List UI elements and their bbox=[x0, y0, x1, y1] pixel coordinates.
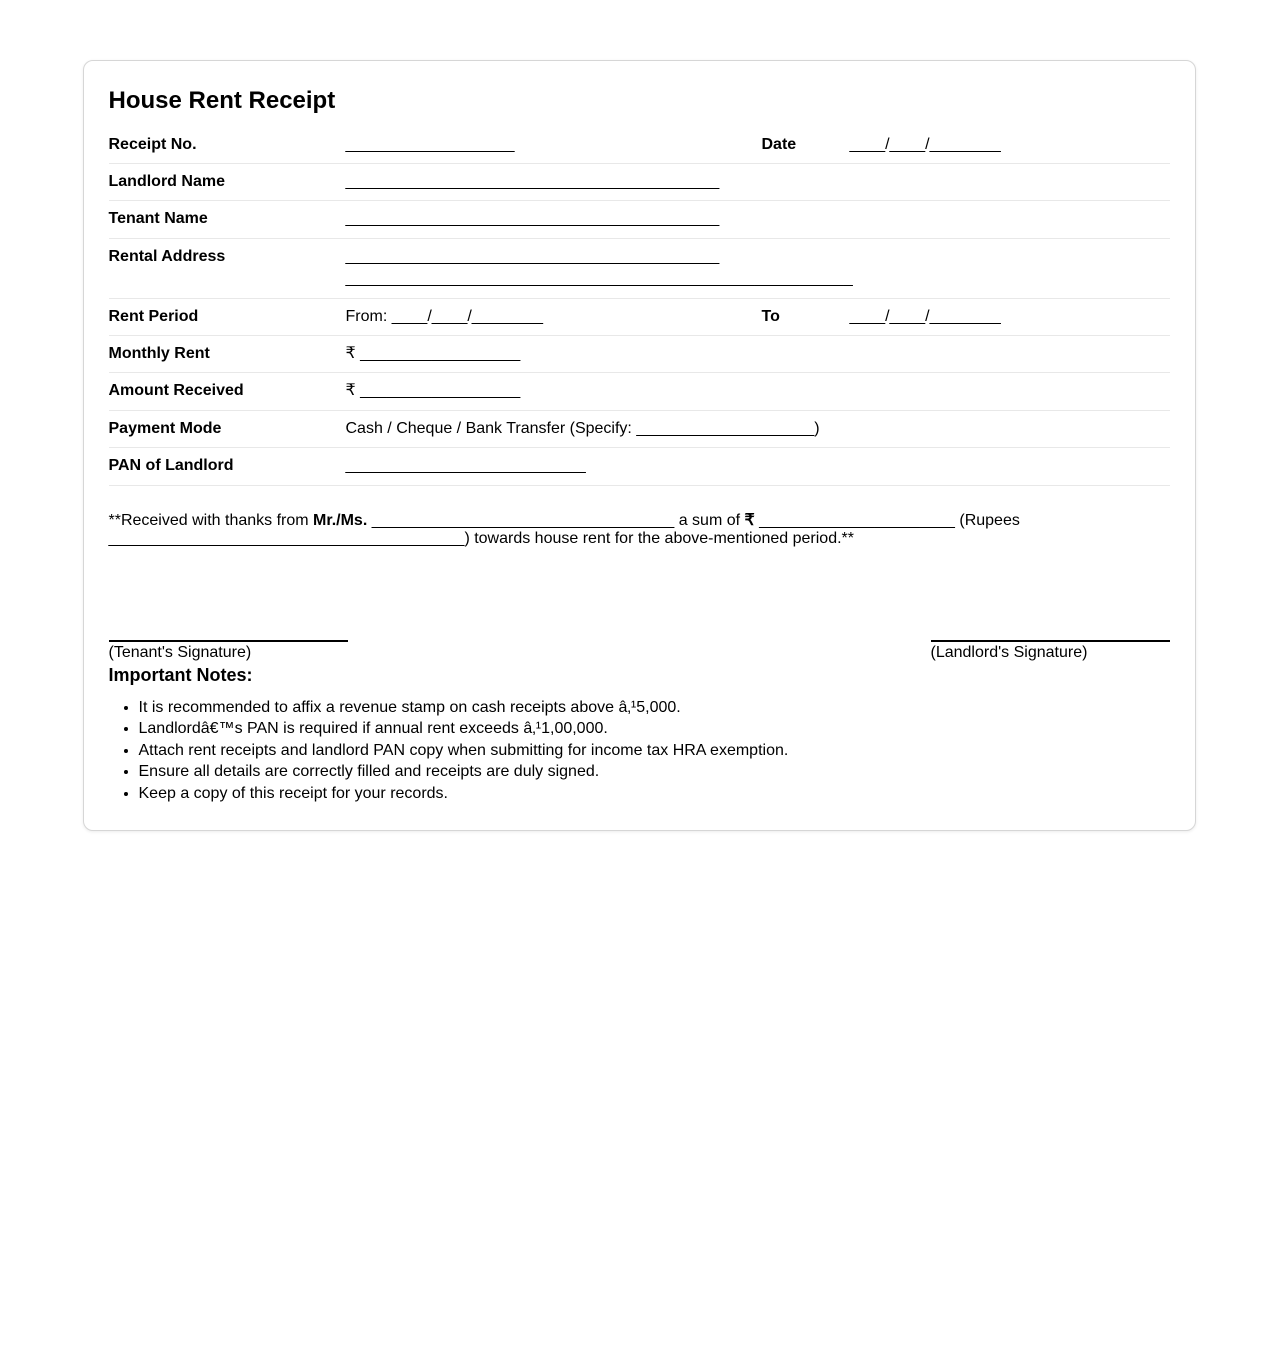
landlord-name-label: Landlord Name bbox=[108, 172, 225, 190]
ack-words-blank: ________________________________________ bbox=[108, 529, 465, 547]
row-monthly-rent bbox=[109, 336, 1170, 373]
row-rent-period bbox=[109, 299, 1170, 336]
landlord-signature-block bbox=[931, 640, 1170, 662]
payment-mode-blank: ____________________ bbox=[636, 419, 815, 437]
note-item: • It is recommended to affix a revenue stamp on cash receipts above â‚¹5,000. bbox=[139, 699, 1170, 720]
tenant-signature-label: (Tenant's Signature) bbox=[108, 643, 252, 661]
rupee-symbol: ₹ bbox=[345, 344, 361, 362]
payment-mode-field bbox=[346, 420, 1170, 438]
rental-address-blank-line1: __________________________________________ bbox=[345, 247, 720, 265]
landlord-signature-label: (Landlord's Signature) bbox=[930, 643, 1088, 661]
date-field bbox=[850, 136, 1170, 154]
monthly-rent-label: Monthly Rent bbox=[108, 344, 210, 362]
amount-received-field bbox=[346, 382, 1170, 400]
tenant-signature-line bbox=[109, 640, 348, 642]
monthly-rent-field bbox=[346, 345, 1170, 363]
note-item: • Landlordâ€™s PAN is required if annual rent exceeds â‚¹1,00,000. bbox=[139, 720, 1170, 741]
note-item: • Keep a copy of this receipt for your records. bbox=[139, 785, 1170, 806]
row-receipt-no bbox=[109, 127, 1170, 164]
ack-part1: **Received with thanks from bbox=[108, 511, 314, 529]
tenant-signature-block bbox=[109, 640, 348, 662]
monthly-rent-blank: __________________ bbox=[360, 344, 521, 362]
row-tenant-name bbox=[109, 201, 1170, 238]
landlord-name-field bbox=[346, 173, 1170, 191]
signature-row bbox=[109, 640, 1170, 662]
important-notes-heading: Important Notes: bbox=[108, 665, 253, 686]
tenant-name-label: Tenant Name bbox=[108, 210, 208, 228]
rental-address-label: Rental Address bbox=[108, 247, 226, 265]
notes-list bbox=[109, 699, 1170, 806]
receipt-no-field bbox=[346, 136, 762, 154]
rupee-symbol: ₹ bbox=[744, 511, 755, 529]
rent-period-from-blank: ____/____/________ bbox=[391, 307, 543, 325]
receipt-no-label: Receipt No. bbox=[108, 135, 197, 153]
landlord-name-blank: __________________________________________ bbox=[345, 172, 720, 190]
date-blank: ____/____/________ bbox=[849, 135, 1001, 153]
ack-part4: ) towards house rent for the above-mentioned period.** bbox=[464, 529, 854, 547]
rupee-symbol: ₹ bbox=[345, 382, 361, 400]
rent-period-to-blank: ____/____/________ bbox=[849, 307, 1001, 325]
row-rental-address bbox=[109, 239, 1170, 299]
page-title: House Rent Receipt bbox=[108, 87, 336, 114]
rent-period-from-prefix: From: bbox=[345, 307, 392, 325]
tenant-name-field bbox=[346, 210, 1170, 228]
row-amount-received bbox=[109, 373, 1170, 410]
ack-part3: (Rupees bbox=[954, 511, 1020, 529]
acknowledgement-paragraph bbox=[109, 512, 1170, 548]
rental-address-blank-line2: _________________________________________________________ bbox=[345, 270, 853, 288]
ack-amount-blank: ______________________ bbox=[754, 511, 955, 529]
receipt-card bbox=[83, 60, 1196, 831]
rent-period-from-field bbox=[346, 308, 762, 326]
landlord-signature-line bbox=[931, 640, 1170, 642]
payment-mode-options: Cash / Cheque / Bank Transfer (Specify: bbox=[345, 419, 637, 437]
note-item: • Attach rent receipts and landlord PAN copy when submitting for income tax HRA exemption. bbox=[139, 742, 1170, 763]
note-item: • Ensure all details are correctly filled and receipts are duly signed. bbox=[139, 763, 1170, 784]
ack-part2: a sum of bbox=[674, 511, 745, 529]
amount-received-label: Amount Received bbox=[108, 382, 244, 400]
row-landlord-name bbox=[109, 164, 1170, 201]
pan-of-landlord-field bbox=[346, 457, 1170, 475]
pan-of-landlord-blank: ___________________________ bbox=[345, 457, 586, 475]
date-label: Date bbox=[761, 135, 797, 153]
rent-period-to-field bbox=[850, 308, 1170, 326]
receipt-no-blank: ___________________ bbox=[345, 135, 515, 153]
rent-period-label: Rent Period bbox=[108, 307, 199, 325]
rent-period-to-label: To bbox=[761, 307, 780, 325]
amount-received-blank: __________________ bbox=[360, 382, 521, 400]
row-pan-of-landlord bbox=[109, 448, 1170, 485]
payment-mode-suffix: ) bbox=[814, 419, 820, 437]
pan-of-landlord-label: PAN of Landlord bbox=[108, 457, 234, 475]
ack-salutation: Mr./Ms. bbox=[313, 511, 368, 529]
rental-address-field bbox=[346, 248, 1170, 289]
row-payment-mode bbox=[109, 411, 1170, 448]
ack-name-blank: __________________________________ bbox=[367, 511, 675, 529]
payment-mode-label: Payment Mode bbox=[108, 419, 222, 437]
tenant-name-blank: __________________________________________ bbox=[345, 210, 720, 228]
